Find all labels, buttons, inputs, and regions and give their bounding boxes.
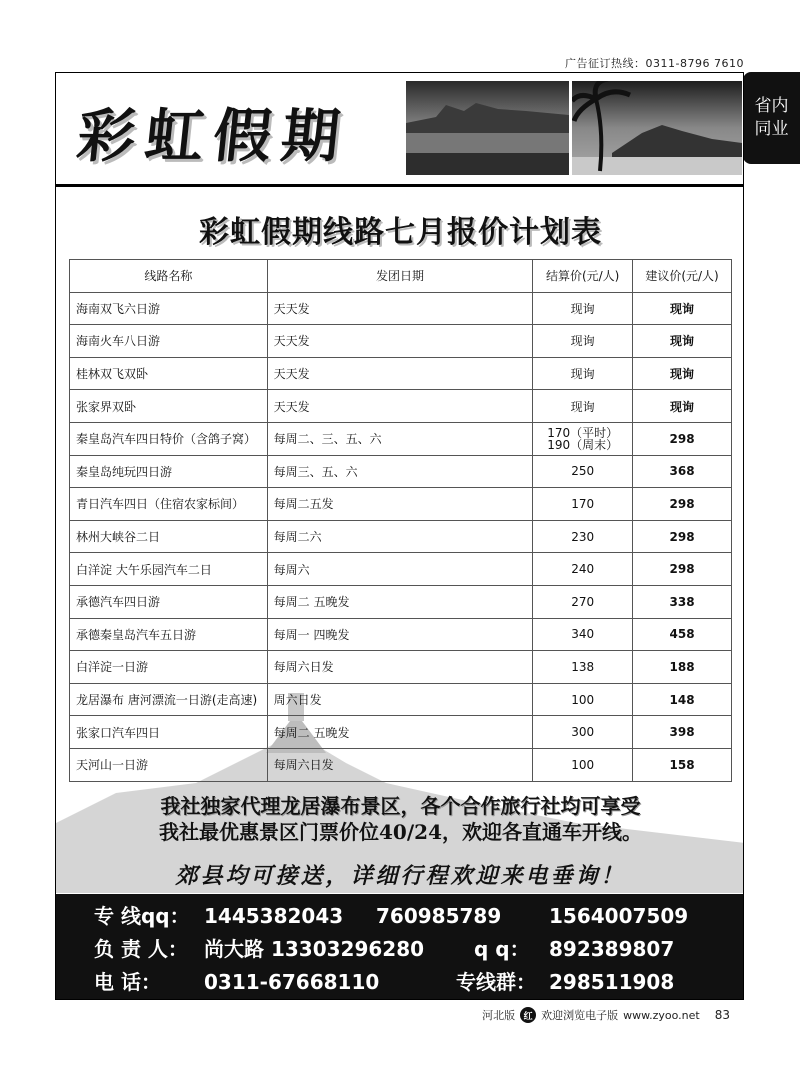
- section-tab-line1: 省内: [754, 96, 789, 116]
- suggest-cell: 148: [633, 683, 732, 716]
- dates-cell: 每周三、五、六: [267, 455, 533, 488]
- price-cell: 现询: [533, 390, 633, 423]
- price-weekday: 170（平时）: [547, 425, 619, 440]
- dates-cell: 每周一 四晚发: [267, 618, 533, 651]
- beach-photo-right: [572, 81, 742, 175]
- route-cell: 承德汽车四日游: [70, 585, 268, 618]
- price-cell: 现询: [533, 357, 633, 390]
- dates-cell: 每周二 五晚发: [267, 716, 533, 749]
- suggest-cell: 现询: [633, 390, 732, 423]
- contact-row-phone: [94, 966, 744, 999]
- table-row: [70, 651, 732, 684]
- phone-label: 电 话：: [94, 970, 161, 994]
- qq-label: 专 线qq：: [94, 904, 190, 928]
- suggest-cell: 298: [633, 520, 732, 553]
- palm-beach-illustration: [572, 81, 742, 175]
- price-cell: 230: [533, 520, 633, 553]
- group-number: 298511908: [549, 970, 675, 994]
- price-cell: 270: [533, 585, 633, 618]
- suggest-cell: 现询: [633, 357, 732, 390]
- price-cell: 240: [533, 553, 633, 586]
- footer-text: 欢迎浏览电子版: [541, 1009, 619, 1022]
- route-cell: 白洋淀一日游: [70, 651, 268, 684]
- col-route-header: 线路名称: [70, 260, 268, 293]
- phone-number: 0311-67668110: [204, 970, 380, 994]
- red-logo-icon: 红: [520, 1007, 536, 1023]
- route-cell: 秦皇岛纯玩四日游: [70, 455, 268, 488]
- route-cell: 桂林双飞双卧: [70, 357, 268, 390]
- page-title: 彩虹假期线路七月报价计划表: [199, 215, 602, 250]
- edition-label: 河北版: [482, 1009, 516, 1022]
- table-row: [70, 357, 732, 390]
- table-row: [70, 683, 732, 716]
- route-cell: 天河山一日游: [70, 748, 268, 781]
- suggest-cell: 现询: [633, 325, 732, 358]
- col-date-header: 发团日期: [267, 260, 533, 293]
- suggest-cell: 458: [633, 618, 732, 651]
- suggest-cell: 338: [633, 585, 732, 618]
- dates-cell: 天天发: [267, 390, 533, 423]
- beach-photo-left: [406, 81, 569, 175]
- contact-bar: [56, 894, 744, 1000]
- qq-number-2: 760985789: [376, 904, 502, 928]
- table-row: [70, 520, 732, 553]
- promo-text: [56, 793, 744, 845]
- qq-number-4: 892389807: [549, 937, 675, 961]
- section-tab-line2: 同业: [754, 119, 789, 139]
- suggest-cell: 188: [633, 651, 732, 684]
- header-rule: [56, 184, 744, 187]
- table-row: [70, 553, 732, 586]
- page-footer: [482, 1007, 730, 1023]
- route-cell: 林州大峡谷二日: [70, 520, 268, 553]
- page-number: 83: [714, 1008, 730, 1022]
- price-cell: 138: [533, 651, 633, 684]
- suggest-cell: 158: [633, 748, 732, 781]
- dates-cell: 每周二六: [267, 520, 533, 553]
- route-cell: 海南双飞六日游: [70, 292, 268, 325]
- dates-cell: 每周六日发: [267, 748, 533, 781]
- dates-cell: 每周二、三、五、六: [267, 422, 533, 455]
- dates-cell: 每周二五发: [267, 488, 533, 521]
- price-cell: 170: [533, 488, 633, 521]
- section-tab: [743, 72, 800, 164]
- suggest-cell: 现询: [633, 292, 732, 325]
- dates-cell: 周六日发: [267, 683, 533, 716]
- col-suggest-header: 建议价(元/人): [633, 260, 732, 293]
- dates-cell: 每周六日发: [267, 651, 533, 684]
- suggest-cell: 368: [633, 455, 732, 488]
- table-row: [70, 488, 732, 521]
- route-cell: 青日汽车四日（住宿农家标间）: [70, 488, 268, 521]
- ad-page: [55, 72, 744, 1000]
- suggest-cell: 298: [633, 422, 732, 455]
- dates-cell: 每周六: [267, 553, 533, 586]
- price-cell: [533, 422, 633, 455]
- route-cell: 白洋淀 大午乐园汽车二日: [70, 553, 268, 586]
- route-cell: 张家界双卧: [70, 390, 268, 423]
- dates-cell: 天天发: [267, 292, 533, 325]
- footer-url[interactable]: www.zyoo.net: [623, 1008, 700, 1022]
- route-cell: 秦皇岛汽车四日特价（含鸽子窝）: [70, 422, 268, 455]
- table-row: [70, 292, 732, 325]
- col-price-header: 结算价(元/人): [533, 260, 633, 293]
- brand-logo: 彩虹假期: [73, 102, 354, 170]
- table-row: [70, 390, 732, 423]
- table-row: [70, 325, 732, 358]
- qq-number-1: 1445382043: [204, 904, 344, 928]
- dates-cell: 天天发: [267, 357, 533, 390]
- contact-row-manager: [94, 933, 744, 966]
- promo-line-1: 我社独家代理龙居瀑布景区，各个合作旅行社均可享受: [160, 794, 641, 818]
- price-cell: 100: [533, 683, 633, 716]
- price-cell: 250: [533, 455, 633, 488]
- route-cell: 承德秦皇岛汽车五日游: [70, 618, 268, 651]
- price-cell: 340: [533, 618, 633, 651]
- ad-hotline: 广告征订热线：0311-8796 7610: [565, 57, 744, 70]
- suggest-cell: 298: [633, 488, 732, 521]
- table-row: [70, 455, 732, 488]
- dates-cell: 天天发: [267, 325, 533, 358]
- manager-label: 负 责 人：: [94, 937, 188, 961]
- price-cell: 300: [533, 716, 633, 749]
- table-row: [70, 422, 732, 455]
- price-cell: 100: [533, 748, 633, 781]
- contact-row-qq: [94, 900, 744, 933]
- table-row: [70, 618, 732, 651]
- qq-number-3: 1564007509: [549, 904, 689, 928]
- table-header-row: [70, 260, 732, 293]
- price-cell: 现询: [533, 292, 633, 325]
- suggest-cell: 298: [633, 553, 732, 586]
- qq-label-2: q q：: [474, 937, 530, 961]
- group-label: 专线群：: [456, 970, 536, 994]
- price-table: [69, 259, 732, 782]
- table-row: [70, 748, 732, 781]
- island-illustration: [406, 81, 569, 175]
- manager-info: 尚大路 13303296280: [204, 937, 425, 961]
- promo-line-3: 郊县均可接送，详细行程欢迎来电垂询！: [175, 863, 626, 889]
- table-row: [70, 716, 732, 749]
- route-cell: 海南火车八日游: [70, 325, 268, 358]
- dates-cell: 每周二 五晚发: [267, 585, 533, 618]
- route-cell: 龙居瀑布 唐河漂流一日游(走高速): [70, 683, 268, 716]
- table-row: [70, 585, 732, 618]
- price-weekend: 190（周末）: [547, 437, 619, 452]
- price-cell: 现询: [533, 325, 633, 358]
- suggest-cell: 398: [633, 716, 732, 749]
- route-cell: 张家口汽车四日: [70, 716, 268, 749]
- promo-line-2: 我社最优惠景区门票价位40/24，欢迎各直通车开线。: [159, 820, 642, 844]
